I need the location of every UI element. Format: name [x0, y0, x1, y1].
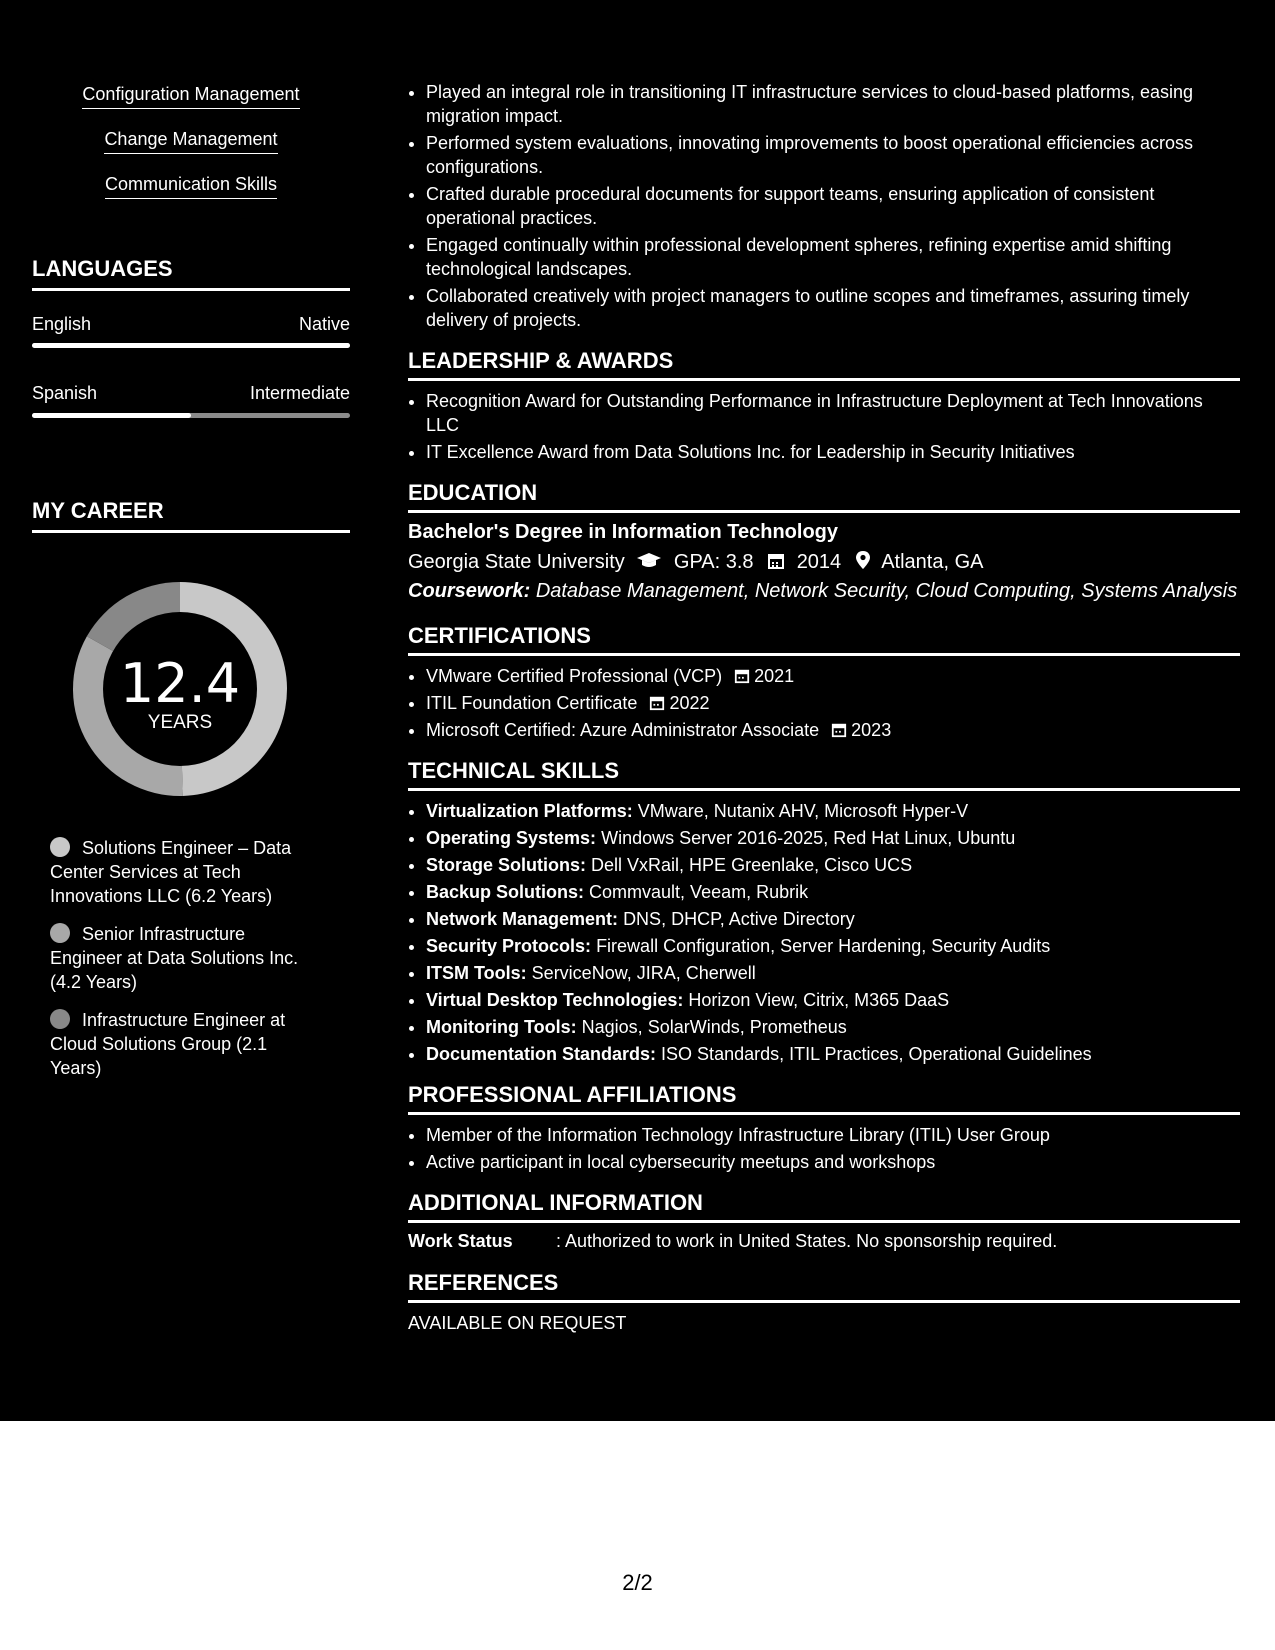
references-text: AVAILABLE ON REQUEST: [408, 1313, 627, 1333]
technical-skills-list: [408, 799, 1240, 1066]
languages-heading: LANGUAGES: [32, 256, 350, 291]
legend-dot: [50, 1009, 70, 1029]
graduation-year: 2014: [796, 551, 842, 573]
certifications-heading: CERTIFICATIONS: [408, 623, 1240, 656]
skill-item: [426, 988, 1240, 1012]
coursework-value: Database Management, Network Security, Cloud Computing, Systems Analysis: [535, 580, 1238, 602]
degree-title: Bachelor's Degree in Information Technology: [408, 521, 839, 543]
skill-item: [426, 961, 1240, 985]
gpa: GPA: 3.8: [673, 551, 754, 573]
leadership-heading: LEADERSHIP & AWARDS: [408, 348, 1240, 381]
language-level: Intermediate: [249, 383, 350, 403]
cert-name: ITIL Foundation Certificate: [426, 693, 638, 713]
career-heading: MY CAREER: [32, 498, 350, 533]
calendar-icon: [767, 552, 785, 570]
coursework-label: Coursework:: [408, 580, 531, 602]
skill-label: ITSM Tools:: [426, 963, 527, 983]
experience-bullets: [408, 80, 1240, 332]
career-item: Infrastructure Engineer at Cloud Solutions Group (2.1 Years): [50, 1010, 286, 1078]
location: Atlanta, GA: [881, 551, 984, 573]
list-item: • Collaborated creatively with project managers to outline scopes and timeframes, assuring timely delivery of projects.: [426, 284, 1240, 332]
career-item: Solutions Engineer – Data Center Services at Tech Innovations LLC (6.2 Years): [50, 838, 292, 906]
skill-label: Storage Solutions:: [426, 855, 587, 875]
affiliations-list: [408, 1123, 1240, 1174]
skill-item: [426, 1015, 1240, 1039]
additional-info-heading: ADDITIONAL INFORMATION: [408, 1190, 1240, 1223]
skill-item: [426, 853, 1240, 877]
list-item: • Performed system evaluations, innovating improvements to boost operational efficiencies across configurations.: [426, 131, 1240, 179]
calendar-icon: [831, 722, 847, 738]
work-status-row: [408, 1231, 1240, 1252]
graduation-cap-icon: [636, 552, 662, 570]
career-donut-chart: [65, 574, 295, 804]
language-bar-fill: [32, 413, 191, 418]
skill-label: Documentation Standards:: [426, 1044, 657, 1064]
work-status-label: Work Status: [408, 1231, 513, 1251]
skill-value: VMware, Nutanix AHV, Microsoft Hyper-V: [637, 801, 969, 821]
page-number: 2/2: [622, 1570, 653, 1595]
cert-year: 2021: [754, 666, 795, 686]
list-item: • Crafted durable procedural documents for support teams, ensuring application of consistent operational practices.: [426, 182, 1240, 230]
skill-item: [426, 880, 1240, 904]
skill-item: [426, 1042, 1240, 1066]
skill-value: Firewall Configuration, Server Hardening, Security Audits: [596, 936, 1051, 956]
leadership-list: [408, 389, 1240, 464]
references-heading: REFERENCES: [408, 1270, 1240, 1303]
list-item: • Active participant in local cybersecurity meetups and workshops: [426, 1150, 1240, 1174]
career-total: 12.4: [119, 652, 241, 715]
list-item: • Recognition Award for Outstanding Performance in Infrastructure Deployment at Tech Innovations LLC: [426, 389, 1240, 437]
career-unit: YEARS: [147, 712, 213, 733]
language-bar: [32, 343, 350, 348]
calendar-icon: [734, 668, 750, 684]
language-name: Spanish: [32, 383, 98, 403]
list-item: [426, 718, 1240, 742]
cert-name: Microsoft Certified: Azure Administrator Associate: [426, 720, 820, 740]
cert-year: 2022: [669, 693, 710, 713]
skill-tag: Change Management: [32, 129, 350, 174]
school-name: Georgia State University: [408, 551, 625, 573]
certifications-list: [408, 664, 1240, 742]
language-level: Native: [298, 314, 350, 334]
sidebar: [0, 0, 380, 1421]
work-status-value: : Authorized to work in United States. No sponsorship required.: [556, 1231, 1058, 1251]
legend-dot: [50, 923, 70, 943]
skill-tag: Configuration Management: [32, 84, 350, 129]
skill-value: Windows Server 2016-2025, Red Hat Linux, Ubuntu: [601, 828, 1016, 848]
cert-year: 2023: [851, 720, 892, 740]
skill-tag: Communication Skills: [32, 174, 350, 199]
list-item: • IT Excellence Award from Data Solutions Inc. for Leadership in Security Initiatives: [426, 440, 1240, 464]
technical-skills-heading: TECHNICAL SKILLS: [408, 758, 1240, 791]
skill-value: Nagios, SolarWinds, Prometheus: [581, 1017, 847, 1037]
list-item: • Played an integral role in transitioning IT infrastructure services to cloud-based platforms, easing migration impact.: [426, 80, 1240, 128]
list-item: • Engaged continually within professional development spheres, refining expertise amid shifting technological landscapes.: [426, 233, 1240, 281]
skill-value: Horizon View, Citrix, M365 DaaS: [688, 990, 950, 1010]
skill-value: DNS, DHCP, Active Directory: [623, 909, 855, 929]
affiliations-heading: PROFESSIONAL AFFILIATIONS: [408, 1082, 1240, 1115]
list-item: [426, 664, 1240, 688]
skill-label: Virtual Desktop Technologies:: [426, 990, 684, 1010]
career-item: Senior Infrastructure Engineer at Data Solutions Inc. (4.2 Years): [50, 924, 299, 992]
skill-label: Security Protocols:: [426, 936, 592, 956]
skill-value: ServiceNow, JIRA, Cherwell: [531, 963, 756, 983]
skill-item: [426, 799, 1240, 823]
cert-name: VMware Certified Professional (VCP): [426, 666, 723, 686]
skill-label: Monitoring Tools:: [426, 1017, 577, 1037]
skill-value: ISO Standards, ITIL Practices, Operational Guidelines: [661, 1044, 1092, 1064]
language-bar-fill: [32, 343, 350, 348]
calendar-icon: [649, 695, 665, 711]
skill-label: Operating Systems:: [426, 828, 597, 848]
skill-label: Virtualization Platforms:: [426, 801, 633, 821]
coursework: [408, 580, 1240, 603]
legend-dot: [50, 837, 70, 857]
skill-item: [426, 934, 1240, 958]
skill-tags: [32, 84, 350, 199]
skill-value: Dell VxRail, HPE Greenlake, Cisco UCS: [591, 855, 913, 875]
language-name: English: [32, 314, 92, 334]
education-heading: EDUCATION: [408, 480, 1240, 513]
skill-item: [426, 826, 1240, 850]
list-item: [426, 691, 1240, 715]
skill-value: Commvault, Veeam, Rubrik: [589, 882, 809, 902]
education-meta: [408, 550, 1240, 574]
language-bar: [32, 413, 350, 418]
map-pin-icon: [855, 550, 871, 570]
skill-label: Backup Solutions:: [426, 882, 585, 902]
main-content: [408, 0, 1240, 1334]
skill-label: Network Management:: [426, 909, 619, 929]
skill-item: [426, 907, 1240, 931]
list-item: • Member of the Information Technology Infrastructure Library (ITIL) User Group: [426, 1123, 1240, 1147]
